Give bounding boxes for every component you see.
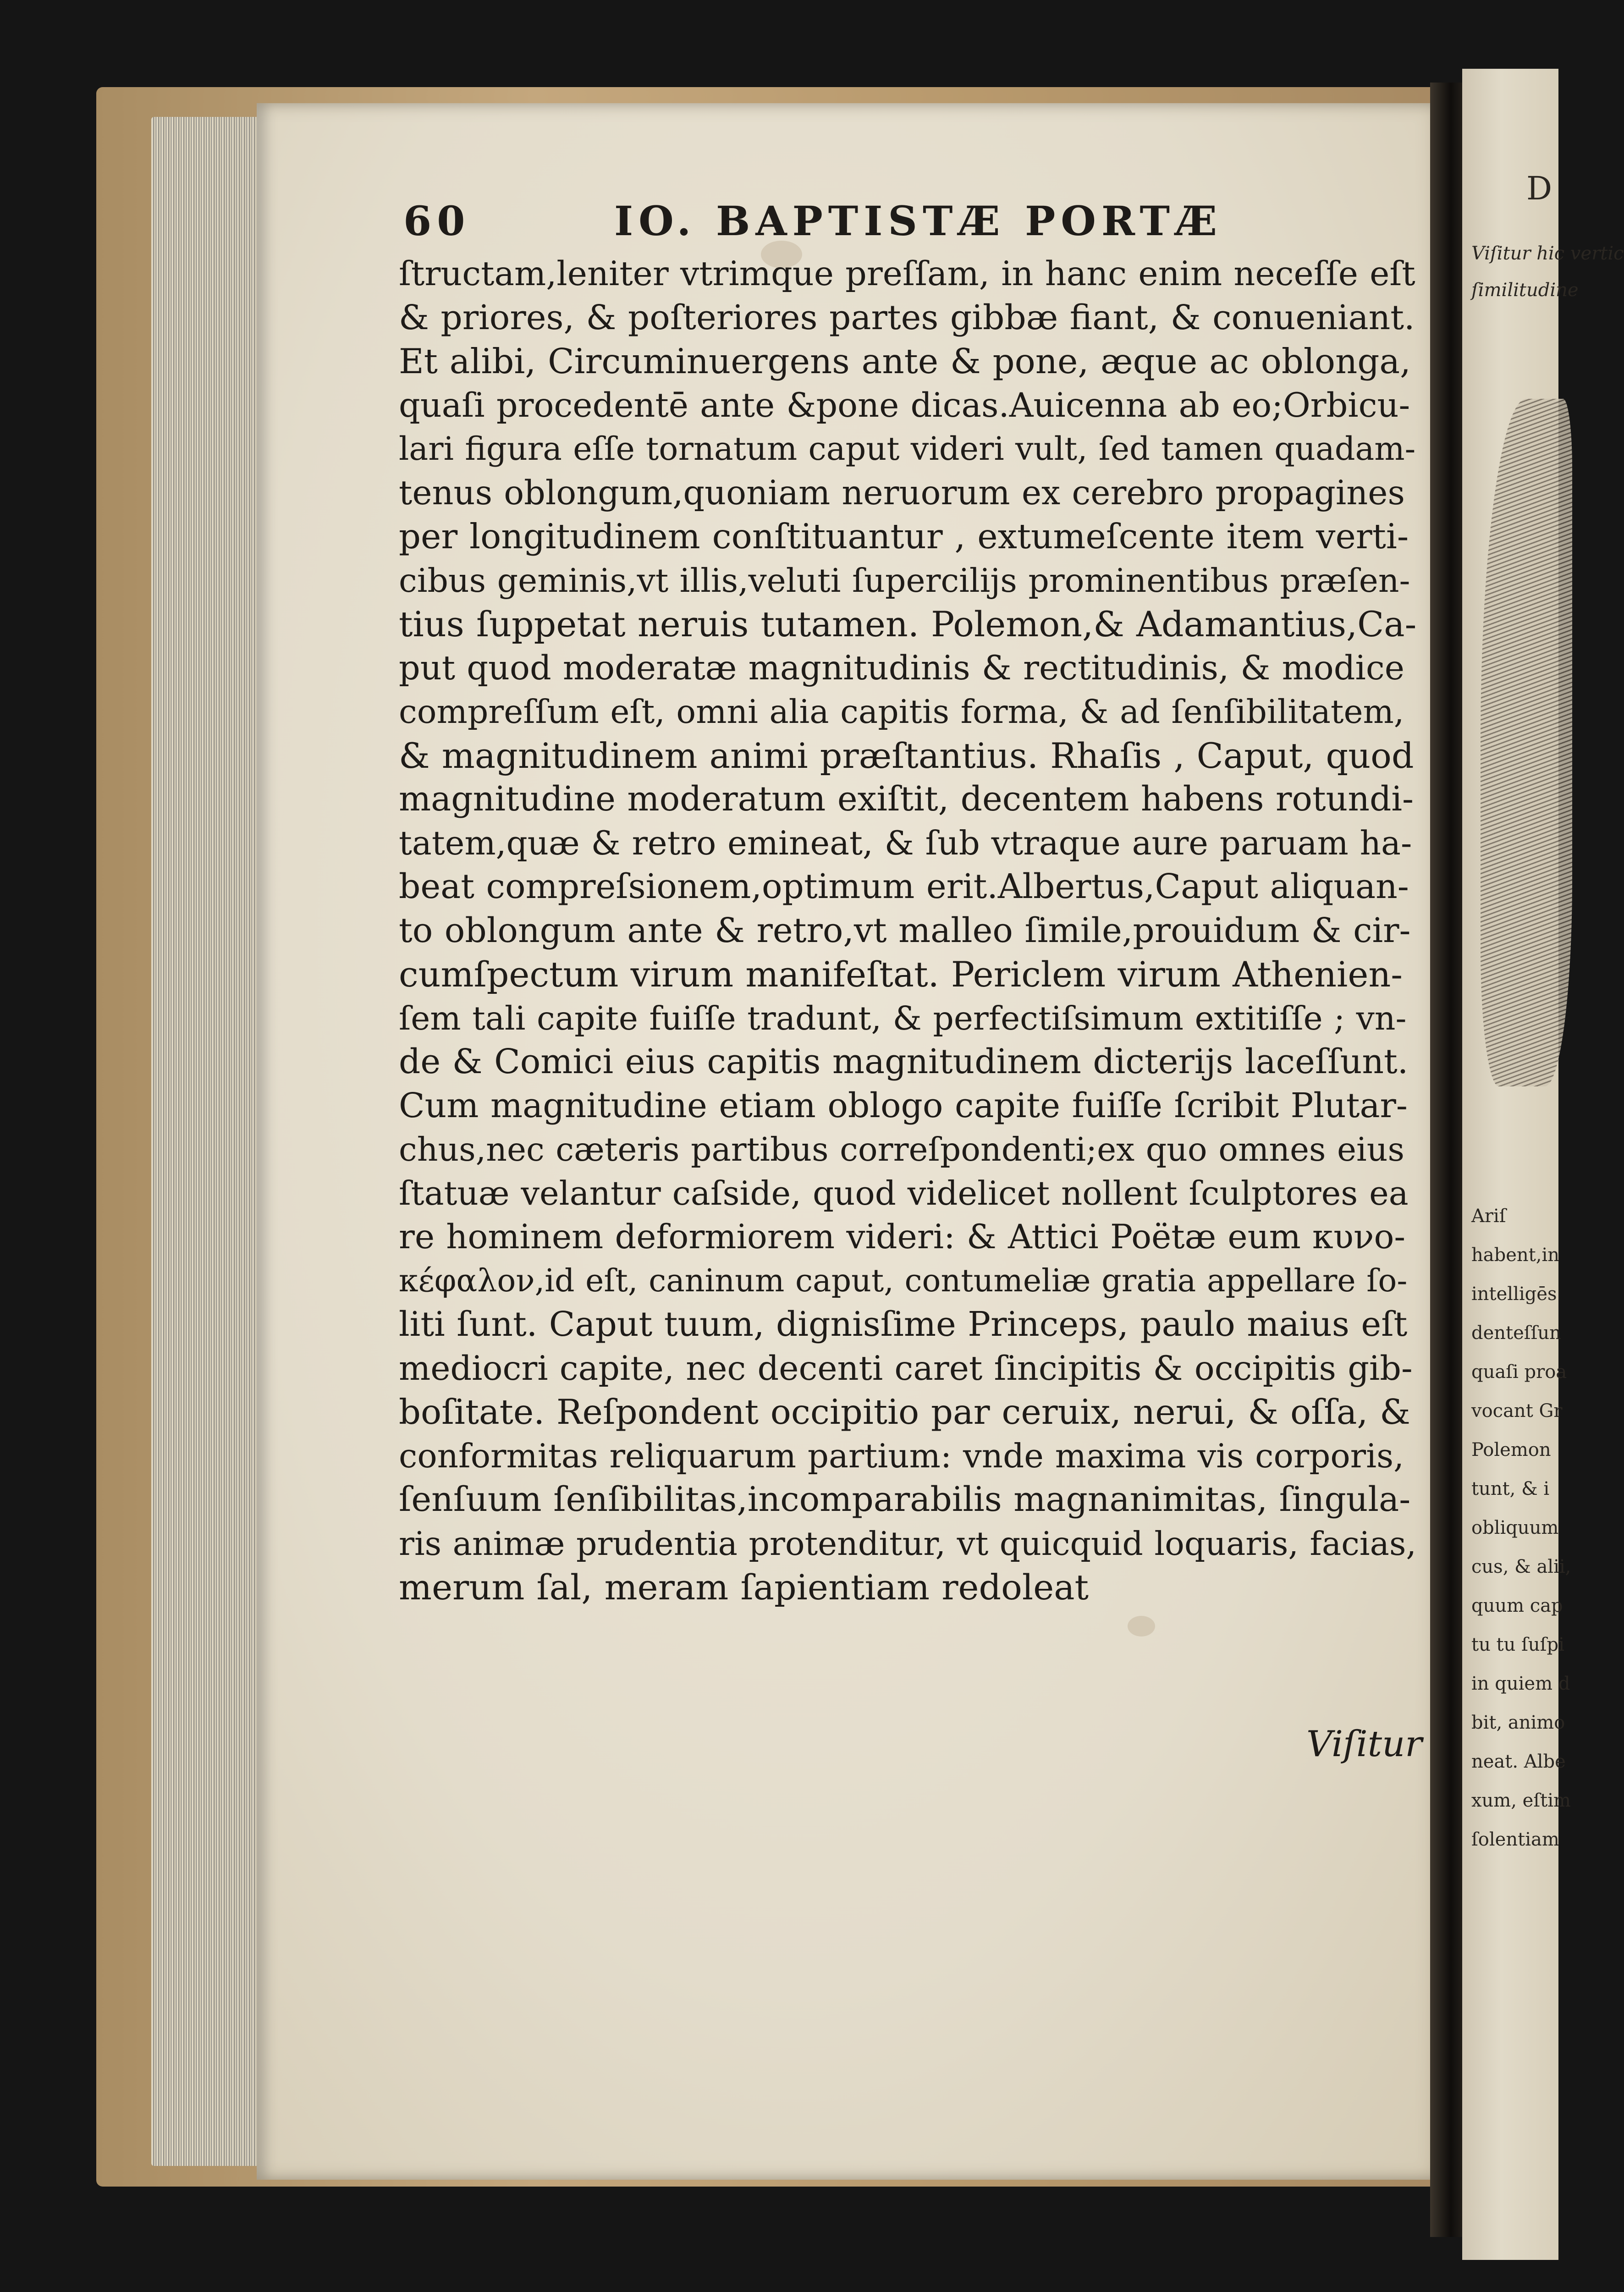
text-line: put quod moderatæ magnitudinis & rectitudinis, & modice	[399, 648, 1404, 688]
facing-page-line: xum, eſtim	[1471, 1790, 1571, 1811]
text-line: tenus oblongum,quoniam neruorum ex cerebro propagines	[399, 473, 1405, 512]
text-line: re hominem deformiorem videri: & Attici Poëtæ eum κυνο-	[399, 1218, 1406, 1256]
facing-page-letter: D	[1526, 170, 1552, 207]
text-line: ſenſuum ſenſibilitas,incomparabilis magnanimitas, ſingula-	[399, 1480, 1411, 1519]
text-line: to oblongum ante & retro,vt malleo ſimile,prouidum & cir-	[399, 910, 1411, 950]
text-line: tatem,quæ & retro emineat, & ſub vtraque aure paruam ha-	[399, 823, 1412, 862]
facing-page-line: Viſitur hic vertic	[1471, 243, 1624, 264]
text-line: boſitate. Reſpondent occipitio par ceruix, nerui, & oſſa, &	[399, 1392, 1410, 1432]
facing-page-edge	[1462, 69, 1624, 2260]
facing-page-line: vocant Gr	[1471, 1400, 1563, 1421]
catchword: Viſitur	[1306, 1724, 1422, 1765]
facing-page-line: cus, & alii,	[1471, 1556, 1571, 1577]
engraved-head-illustration	[1481, 399, 1572, 1086]
text-line: cumſpectum virum manifeſtat. Periclem virum Athenien-	[399, 954, 1403, 995]
text-line: Cum magnitudine etiam oblogo capite fuiſſe ſcribit Plutar-	[399, 1085, 1408, 1125]
facing-page-line: obliquum	[1471, 1517, 1559, 1538]
text-line: mediocri capite, nec decenti caret ſincipitis & occipitis gib-	[399, 1349, 1413, 1388]
text-line: & magnitudinem animi præſtantius. Rhaſis , Caput, quod	[399, 735, 1414, 776]
text-line: ſem tali capite fuiſſe tradunt, & perfectiſsimum extitiſſe ; vn-	[399, 999, 1407, 1037]
text-line: chus,nec cæteris partibus correſpondenti;ex quo omnes eius	[399, 1130, 1404, 1168]
text-line: ris animæ prudentia protenditur, vt quicquid loquaris, facias,	[399, 1524, 1416, 1563]
facing-page-line: bit, animo	[1471, 1712, 1565, 1733]
body-text	[399, 252, 1416, 1609]
text-line: ſtatuæ velantur caſside, quod videlicet nollent ſculptores ea	[399, 1174, 1409, 1212]
text-line: merum ſal, meram ſapientiam redoleat	[399, 1567, 1089, 1608]
text-line: de & Comici eius capitis magnitudinem dicterijs laceſſunt.	[399, 1042, 1409, 1081]
facing-page-line: habent,in	[1471, 1245, 1559, 1266]
facing-page-line: quum cap	[1471, 1595, 1563, 1616]
facing-page-line: tu tu ſuſpi	[1471, 1634, 1564, 1655]
facing-page-line: neat. Albe	[1471, 1751, 1566, 1772]
page-header	[399, 183, 1416, 252]
facing-page-line: Polemon	[1471, 1439, 1551, 1460]
facing-page-line: Ariſ	[1471, 1206, 1506, 1227]
text-line: tius ſuppetat neruis tutamen. Polemon,& Adamantius,Ca-	[399, 604, 1417, 645]
facing-page-line: ſolentiam	[1471, 1829, 1559, 1850]
facing-page-line: denteſſun	[1471, 1322, 1561, 1344]
text-block	[399, 183, 1416, 1609]
facing-page-line: tunt, & i	[1471, 1478, 1550, 1499]
page-edges	[151, 117, 266, 2166]
text-line: Et alibi, Circuminuergens ante & pone, æque ac oblonga,	[399, 341, 1411, 381]
facing-page-line: ſimilitudine	[1471, 280, 1579, 301]
text-line: beat compreſsionem,optimum erit.Albertus,Caput aliquan-	[399, 867, 1409, 906]
text-line: ſtructam,leniter vtrimque preſſam, in hanc enim neceſſe eſt	[399, 254, 1415, 293]
facing-page-line: in quiem d	[1471, 1673, 1570, 1694]
text-line: conformitas reliquarum partium: vnde maxima vis corporis,	[399, 1436, 1404, 1475]
text-line: cibus geminis,vt illis,veluti ſupercilijs prominentibus præſen-	[399, 561, 1410, 600]
page-number: 60	[403, 197, 471, 245]
text-line: per longitudinem conſtituantur , extumeſcente item verti-	[399, 516, 1409, 556]
text-line: quaſi procedentē ante &pone dicas.Auicenna ab eo;Orbicu-	[399, 386, 1410, 425]
text-line: κέφαλον,id eſt, caninum caput, contumeliæ gratia appellare ſo-	[399, 1262, 1408, 1299]
text-line: compreſſum eſt, omni alia capitis forma, & ad ſenſibilitatem,	[399, 693, 1404, 731]
facing-page-line: quaſi proa	[1471, 1361, 1567, 1383]
running-title: IO. BAPTISTÆ PORTÆ	[614, 197, 1222, 245]
facing-page-line: intelligēs	[1471, 1284, 1557, 1305]
text-line: magnitudine moderatum exiſtit, decentem habens rotundi-	[399, 779, 1414, 819]
foxing-spot	[1128, 1616, 1155, 1636]
text-line: & priores, & poſteriores partes gibbæ fiant, & conueniant.	[399, 298, 1415, 337]
text-line: liti ſunt. Caput tuum, dignisſime Princeps, paulo maius eſt	[399, 1305, 1408, 1344]
text-line: lari figura eſſe tornatum caput videri vult, ſed tamen quadam-	[399, 430, 1416, 468]
